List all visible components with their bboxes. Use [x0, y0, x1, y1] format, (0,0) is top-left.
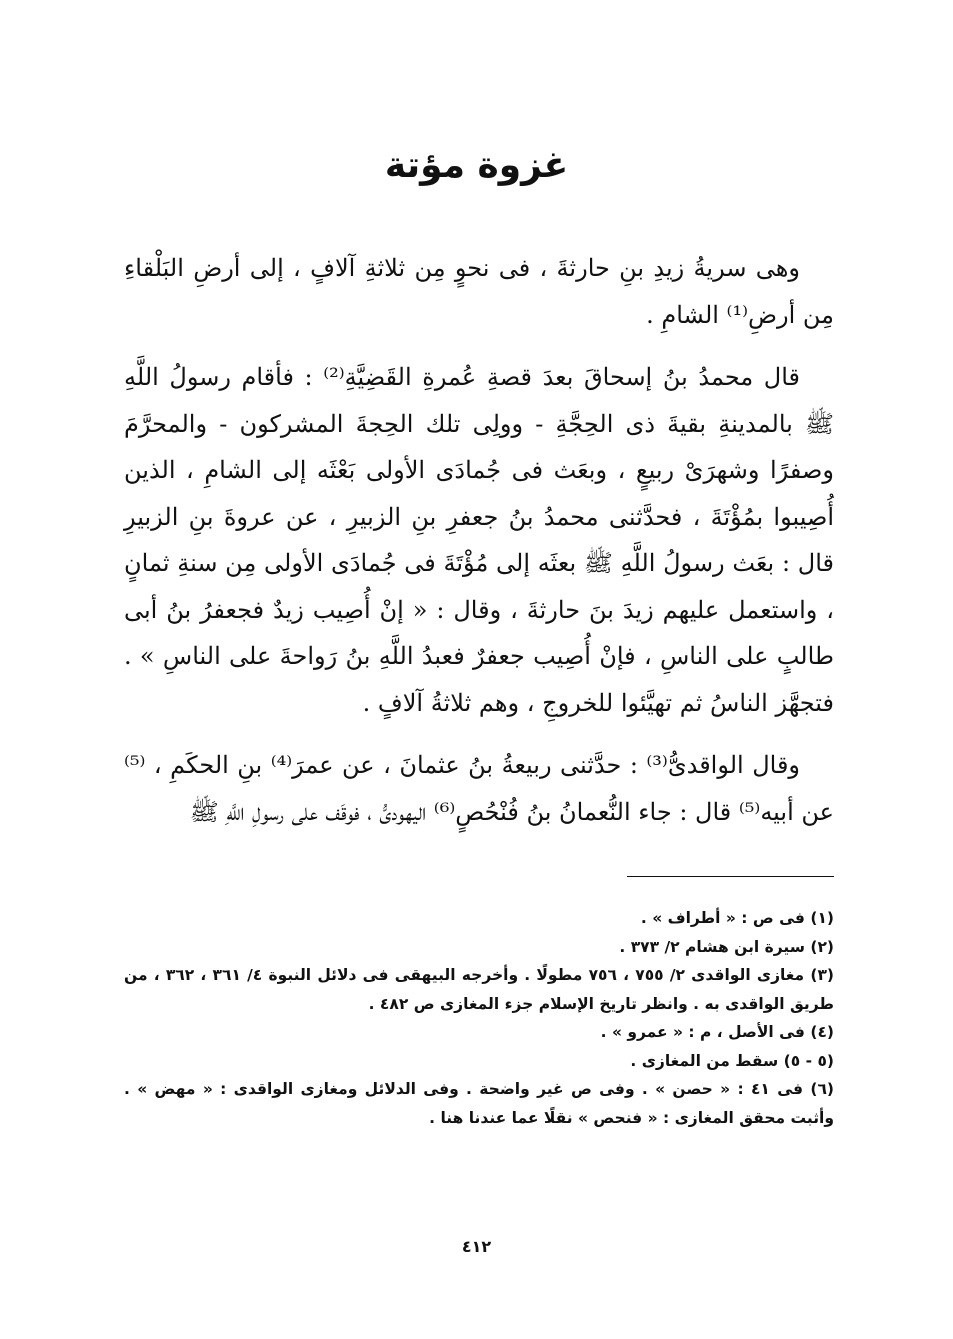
footnote-2: (٢) سيرة ابن هشام ٢/ ٣٧٣ . [619, 937, 834, 956]
footnote-5: (٥ - ٥) سقط من المغازى . [630, 1051, 834, 1070]
paragraph-3: وقال الواقدىُّ⁽³⁾ : حدَّثنى ربيعةُ بنُ عثمانَ ، عن عمرَ⁽⁴⁾ بنِ الحكَمِ ، ⁽⁵⁾عن أبيه⁽⁵⁾ قال : جاء النُّعمانُ بنُ فُنْحُصٍ⁽⁶⁾ اليهودىُّ ، فوقَف على رسولِ اللَّهِ ﷺ [124, 751, 834, 826]
paragraph-1: وهى سريةُ زيدِ بنِ حارثةَ ، فى نحوٍ مِن ثلاثةِ آلافٍ ، إلى أرضِ البَلْقاءِ مِن أرضِ⁽¹⁾ الشامِ . [124, 254, 834, 329]
footnote-3: (٣) مغازى الواقدى ٢/ ٧٥٥ ، ٧٥٦ مطولًا . وأخرجه البيهقى فى دلائل النبوة ٤/ ٣٦١ ، ٣٦٢ ، من طريق الواقدى به . وانظر تاريخ الإسلام جزء المغازى ص ٤٨٢ . [124, 966, 835, 1013]
paragraph-2: قال محمدُ بنُ إسحاقَ بعدَ قصةِ عُمرةِ القَضِيَّةِ⁽²⁾ : فأقام رسولُ اللَّهِ ﷺ بالمدينةِ بقيةَ ذى الحِجَّةِ - وولِى تلك الحِجةَ المشركون - والمحرَّمَ وصفرًا وشهرَىْ ربيعٍ ، وبعَث فى جُمادَى الأولى بَعْثَه إلى الشامِ ، الذين أُصِيبوا بمُؤْتَةَ ، فحدَّثنى محمدُ بنُ جعفرِ بنِ الزبيرِ ، عن عروةَ بنِ الزبيرِ قال : بعَث رسولُ اللَّهِ ﷺ بعثَه إلى مُؤْتَةَ فى جُمادَى الأولى مِن سنةِ ثمانٍ ، واستعمل عليهم زيدَ بنَ حارثةَ ، وقال : « إنْ أُصِيب زيدٌ فجعفرُ بنُ أبى طالبٍ على الناسِ ، فإنْ أُصِيب جعفرٌ فعبدُ اللَّهِ بنُ رَواحةَ على الناسِ » . فتجهَّز الناسُ ثم تهيَّئوا للخروجِ ، وهم ثلاثةُ آلافٍ . [124, 363, 834, 717]
main-text [124, 245, 834, 835]
footnotes [124, 904, 834, 1132]
footnote-4: (٤) فى الأصل ، م : « عمرو » . [600, 1023, 834, 1041]
page-number: ٤١٢ [461, 1237, 492, 1256]
chapter-title: غزوة مؤتة [384, 145, 569, 186]
footnote-separator [627, 876, 834, 877]
footnote-6: (٦) فى ٤١ : « حصن » . وفى ص غير واضحة . وفى الدلائل ومغازى الواقدى : « مهض » . وأثبت محقق المغازى : « فنحص » نقلًا عما عندنا هنا . [124, 1080, 834, 1127]
footnote-1: (١) فى ص : « أطراف » . [640, 909, 834, 927]
